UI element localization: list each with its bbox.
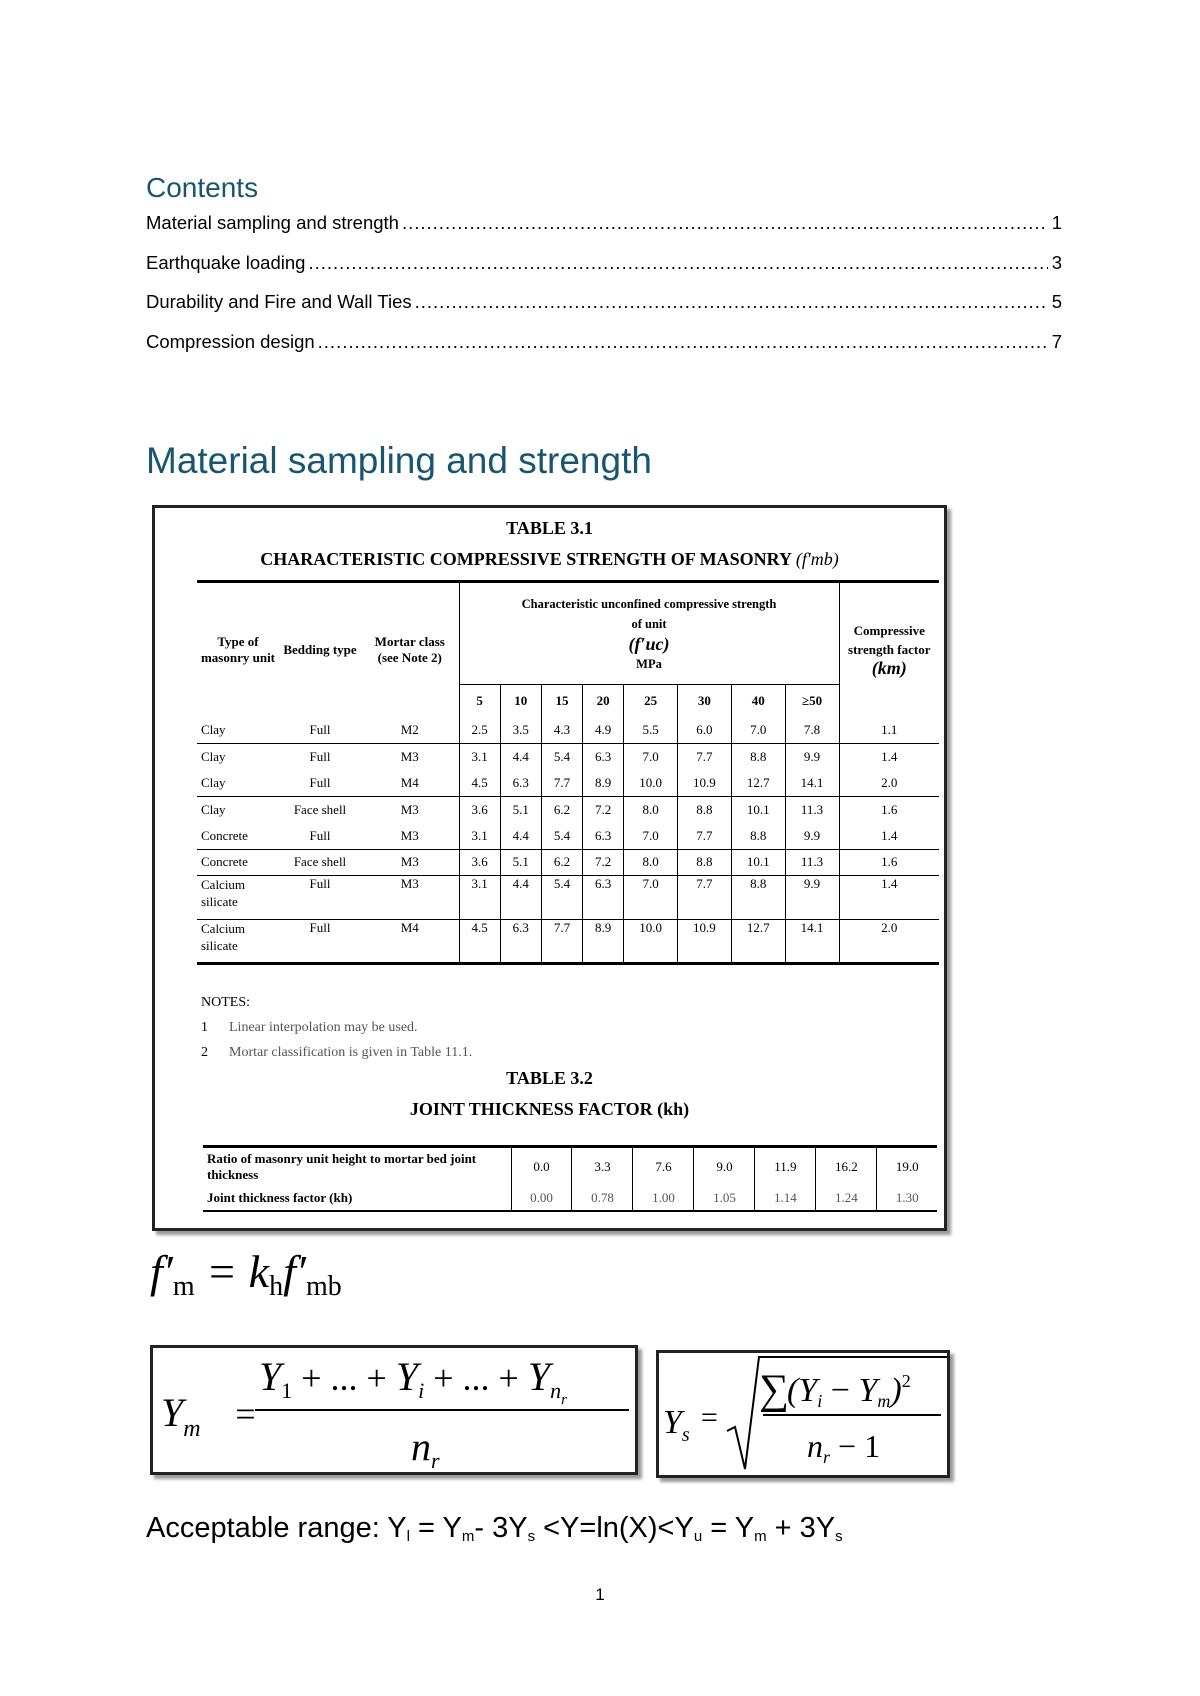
cell-strength: 5.4 xyxy=(541,876,582,920)
table-of-contents xyxy=(146,212,1062,370)
toc-entry-label: Material sampling and strength xyxy=(146,212,399,233)
table32-cell: 0.78 xyxy=(572,1187,633,1211)
cell-strength: 11.3 xyxy=(785,849,839,876)
svg-text:=: = xyxy=(699,1401,720,1434)
col-header-type: Type of masonry unit xyxy=(197,582,279,717)
strength-header-line1: Characteristic unconfined compressive strength xyxy=(521,596,777,611)
svg-text:Ys: $Y_s$ xyxy=(663,1404,690,1446)
table32-cell: 1.24 xyxy=(816,1187,877,1211)
table31 xyxy=(197,580,939,965)
note-1 xyxy=(201,1015,472,1040)
toc-entry-page: 3 xyxy=(1051,251,1062,273)
cell-strength: 11.3 xyxy=(785,796,839,823)
table-row xyxy=(197,717,939,744)
cell-strength: 8.8 xyxy=(731,876,785,920)
cell-factor: 2.0 xyxy=(839,920,939,964)
cell-strength: 7.7 xyxy=(678,823,732,850)
table-row xyxy=(197,796,939,823)
col-header-strength xyxy=(459,582,839,685)
cell-bedding: Full xyxy=(279,770,361,797)
cell-strength: 7.0 xyxy=(624,743,678,770)
cell-strength: 7.7 xyxy=(541,770,582,797)
cell-strength: 6.3 xyxy=(583,876,624,920)
cell-strength: 3.6 xyxy=(459,849,500,876)
cell-strength: 5.1 xyxy=(500,796,541,823)
cell-bedding: Full xyxy=(279,717,361,744)
table-row xyxy=(197,823,939,850)
cell-strength: 4.9 xyxy=(583,717,624,744)
strength-col-50: ≥50 xyxy=(785,685,839,717)
cell-bedding: Face shell xyxy=(279,849,361,876)
cell-mortar: M4 xyxy=(361,920,459,964)
strength-col-20: 20 xyxy=(583,685,624,717)
cell-strength: 3.5 xyxy=(500,717,541,744)
table32-cell: 9.0 xyxy=(694,1147,755,1187)
cell-type: Concrete xyxy=(197,849,279,876)
table32-number: TABLE 3.2 xyxy=(506,1068,593,1088)
cell-strength: 4.5 xyxy=(459,770,500,797)
contents-heading: Contents xyxy=(146,172,259,203)
cell-mortar: M3 xyxy=(361,876,459,920)
svg-text:Y1 + ... + Yi + ... + Ynr: $Y_1$ + ... + $Y_i$ + ... + $Y_nr$ xyxy=(259,1354,567,1408)
table32-cell: 0.0 xyxy=(511,1147,572,1187)
cell-strength: 2.5 xyxy=(459,717,500,744)
strength-header-symbol: (f′uc) xyxy=(628,633,670,654)
cell-strength: 8.8 xyxy=(731,743,785,770)
cell-strength: 7.2 xyxy=(583,849,624,876)
table31-title-symbol: (f′mb) xyxy=(795,549,839,569)
table32-row1-label: Ratio of masonry unit height to mortar bed joint thickness xyxy=(203,1147,511,1187)
cell-strength: 4.4 xyxy=(500,823,541,850)
cell-strength: 9.9 xyxy=(785,823,839,850)
cell-type: Clay xyxy=(197,770,279,797)
toc-entry-label: Compression design xyxy=(146,330,315,352)
cell-strength: 7.0 xyxy=(731,717,785,744)
cell-strength: 9.9 xyxy=(785,876,839,920)
cell-strength: 10.1 xyxy=(731,849,785,876)
col-header-mortar: Mortar class (see Note 2) xyxy=(361,582,459,717)
svg-text:Ym: $Y_m$ xyxy=(161,1390,201,1442)
formula-fm: $f'_m = k_hf'_{mb}$ xyxy=(150,1246,342,1302)
cell-factor: 1.4 xyxy=(839,823,939,850)
table-row xyxy=(197,770,939,797)
cell-strength: 6.3 xyxy=(583,823,624,850)
toc-leader-dots xyxy=(308,252,1047,274)
svg-text:=: = xyxy=(233,1394,258,1434)
cell-strength: 9.9 xyxy=(785,743,839,770)
cell-bedding: Full xyxy=(279,920,361,964)
factor-header-symbol: (km) xyxy=(871,658,907,679)
table32-cell: 16.2 xyxy=(816,1147,877,1187)
cell-strength: 14.1 xyxy=(785,770,839,797)
cell-strength: 7.0 xyxy=(624,823,678,850)
cell-strength: 5.4 xyxy=(541,823,582,850)
table-row xyxy=(197,920,939,964)
table32-cell: 3.3 xyxy=(572,1147,633,1187)
cell-type: Calcium silicate xyxy=(197,876,279,920)
cell-factor: 1.6 xyxy=(839,849,939,876)
cell-strength: 12.7 xyxy=(731,920,785,964)
cell-strength: 10.1 xyxy=(731,796,785,823)
cell-strength: 8.8 xyxy=(731,823,785,850)
cell-strength: 6.3 xyxy=(583,743,624,770)
svg-text:(Yi − Ym)2: $(Yi - Ym)^2$ xyxy=(787,1371,911,1411)
cell-mortar: M3 xyxy=(361,849,459,876)
cell-strength: 7.7 xyxy=(678,876,732,920)
cell-strength: 6.3 xyxy=(500,770,541,797)
table32-cell: 1.30 xyxy=(877,1187,937,1211)
table31-title-text: CHARACTERISTIC COMPRESSIVE STRENGTH OF MASONRY xyxy=(260,549,792,569)
toc-entry-label: Durability and Fire and Wall Ties xyxy=(146,291,412,312)
cell-strength: 10.9 xyxy=(678,920,732,964)
table31-notes xyxy=(201,990,472,1065)
toc-entry-page: 7 xyxy=(1051,330,1062,352)
table32-cell: 1.14 xyxy=(755,1187,816,1211)
strength-col-15: 15 xyxy=(541,685,582,717)
cell-strength: 8.0 xyxy=(624,796,678,823)
table31-number: TABLE 3.1 xyxy=(506,518,593,538)
cell-strength: 8.9 xyxy=(583,920,624,964)
cell-strength: 5.5 xyxy=(624,717,678,744)
toc-leader-dots xyxy=(318,331,1048,353)
table32-cell: 1.05 xyxy=(694,1187,755,1211)
cell-strength: 6.0 xyxy=(678,717,732,744)
cell-strength: 10.9 xyxy=(678,770,732,797)
table32-cell: 19.0 xyxy=(877,1147,937,1187)
note-2 xyxy=(201,1040,472,1065)
cell-strength: 6.2 xyxy=(541,849,582,876)
cell-strength: 4.4 xyxy=(500,743,541,770)
acceptable-range: Acceptable range: $Y_l = Y_m-$ $3Y_s <Y=\ln(X)<Y_u = Y_m + 3Y_s$ xyxy=(146,1512,843,1545)
col-header-factor xyxy=(839,582,939,717)
cell-strength: 4.4 xyxy=(500,876,541,920)
cell-bedding: Full xyxy=(279,876,361,920)
note-number: 1 xyxy=(201,1020,208,1035)
strength-col-40: 40 xyxy=(731,685,785,717)
cell-factor: 1.4 xyxy=(839,743,939,770)
cell-strength: 12.7 xyxy=(731,770,785,797)
toc-entry-label: Earthquake loading xyxy=(146,251,306,273)
svg-text:∑: ∑ xyxy=(759,1367,789,1413)
table-row xyxy=(197,849,939,876)
cell-strength: 3.6 xyxy=(459,796,500,823)
cell-factor: 1.1 xyxy=(839,717,939,744)
formula-ys xyxy=(659,1353,947,1475)
cell-strength: 5.4 xyxy=(541,743,582,770)
strength-header-line2: of unit xyxy=(631,616,667,631)
table32 xyxy=(203,1145,937,1212)
cell-bedding: Face shell xyxy=(293,801,347,817)
cell-mortar: M3 xyxy=(361,823,459,850)
cell-strength: 7.8 xyxy=(785,717,839,744)
table-figure xyxy=(152,505,947,1231)
cell-strength: 4.5 xyxy=(459,920,500,964)
note-number: 2 xyxy=(201,1045,208,1060)
table32-row2-label: Joint thickness factor (kh) xyxy=(203,1187,511,1211)
cell-strength: 5.1 xyxy=(500,849,541,876)
cell-mortar: M3 xyxy=(400,748,419,764)
toc-entry[interactable] xyxy=(146,212,1062,252)
cell-type: Clay xyxy=(201,748,226,764)
factor-header-text: Compressive strength factor xyxy=(848,623,931,658)
cell-strength: 3.1 xyxy=(459,823,500,850)
cell-type: Calcium silicate xyxy=(197,920,279,964)
toc-leader-dots xyxy=(402,212,1048,234)
cell-strength: 6.3 xyxy=(500,920,541,964)
cell-strength: 8.9 xyxy=(583,770,624,797)
strength-header-unit: MPa xyxy=(636,656,662,671)
cell-strength: 3.1 xyxy=(459,743,500,770)
strength-col-5: 5 xyxy=(459,685,500,717)
cell-strength: 14.1 xyxy=(785,920,839,964)
cell-mortar: M4 xyxy=(361,770,459,797)
cell-factor: 2.0 xyxy=(839,770,939,797)
cell-factor: 1.6 xyxy=(839,796,939,823)
cell-type: Clay xyxy=(201,801,226,817)
table31-title xyxy=(155,549,944,570)
table-row xyxy=(197,876,939,920)
svg-text:nr: $n_r$ xyxy=(411,1424,440,1472)
toc-entry-page: 5 xyxy=(1051,291,1062,312)
toc-entry[interactable] xyxy=(146,291,1062,331)
strength-col-10: 10 xyxy=(500,685,541,717)
cell-factor: 1.4 xyxy=(839,876,939,920)
note-text: Mortar classification is given in Table 11.1. xyxy=(229,1045,473,1060)
cell-strength: 7.7 xyxy=(678,743,732,770)
strength-col-25: 25 xyxy=(624,685,678,717)
notes-title: NOTES: xyxy=(201,995,250,1010)
svg-text:nr − 1: nr − 1 xyxy=(807,1428,881,1467)
page-number: 1 xyxy=(595,1585,605,1604)
cell-strength: 7.2 xyxy=(583,796,624,823)
toc-entry-page: 1 xyxy=(1051,212,1062,233)
strength-col-30: 30 xyxy=(678,685,732,717)
cell-type: Clay xyxy=(197,717,279,744)
note-text: Linear interpolation may be used. xyxy=(229,1020,418,1035)
cell-mortar: M3 xyxy=(400,801,419,817)
table32-cell: 7.6 xyxy=(633,1147,694,1187)
cell-strength: 10.0 xyxy=(624,920,678,964)
cell-strength: 8.0 xyxy=(624,849,678,876)
cell-strength: 6.2 xyxy=(541,796,582,823)
cell-mortar: M2 xyxy=(361,717,459,744)
formula-ym xyxy=(153,1348,635,1472)
table32-cell: 11.9 xyxy=(755,1147,816,1187)
cell-strength: 7.0 xyxy=(624,876,678,920)
cell-type: Concrete xyxy=(197,823,279,850)
cell-strength: 7.7 xyxy=(541,920,582,964)
toc-entry[interactable] xyxy=(146,331,1062,371)
cell-strength: 4.3 xyxy=(541,717,582,744)
cell-bedding: Full xyxy=(309,748,331,764)
cell-strength: 3.1 xyxy=(459,876,500,920)
table-row xyxy=(197,743,939,770)
formula-ys-box xyxy=(656,1350,950,1478)
toc-entry[interactable] xyxy=(146,252,1062,292)
cell-strength: 10.0 xyxy=(624,770,678,797)
cell-bedding: Full xyxy=(279,823,361,850)
cell-strength: 8.8 xyxy=(678,796,732,823)
cell-strength: 8.8 xyxy=(678,849,732,876)
table32-cell: 0.00 xyxy=(511,1187,572,1211)
col-header-bedding: Bedding type xyxy=(279,582,361,717)
table32-title: JOINT THICKNESS FACTOR (kh) xyxy=(409,1099,690,1119)
toc-leader-dots xyxy=(415,291,1048,313)
section-heading: Material sampling and strength xyxy=(146,440,652,481)
formula-ym-box xyxy=(150,1345,638,1475)
table32-cell: 1.00 xyxy=(633,1187,694,1211)
